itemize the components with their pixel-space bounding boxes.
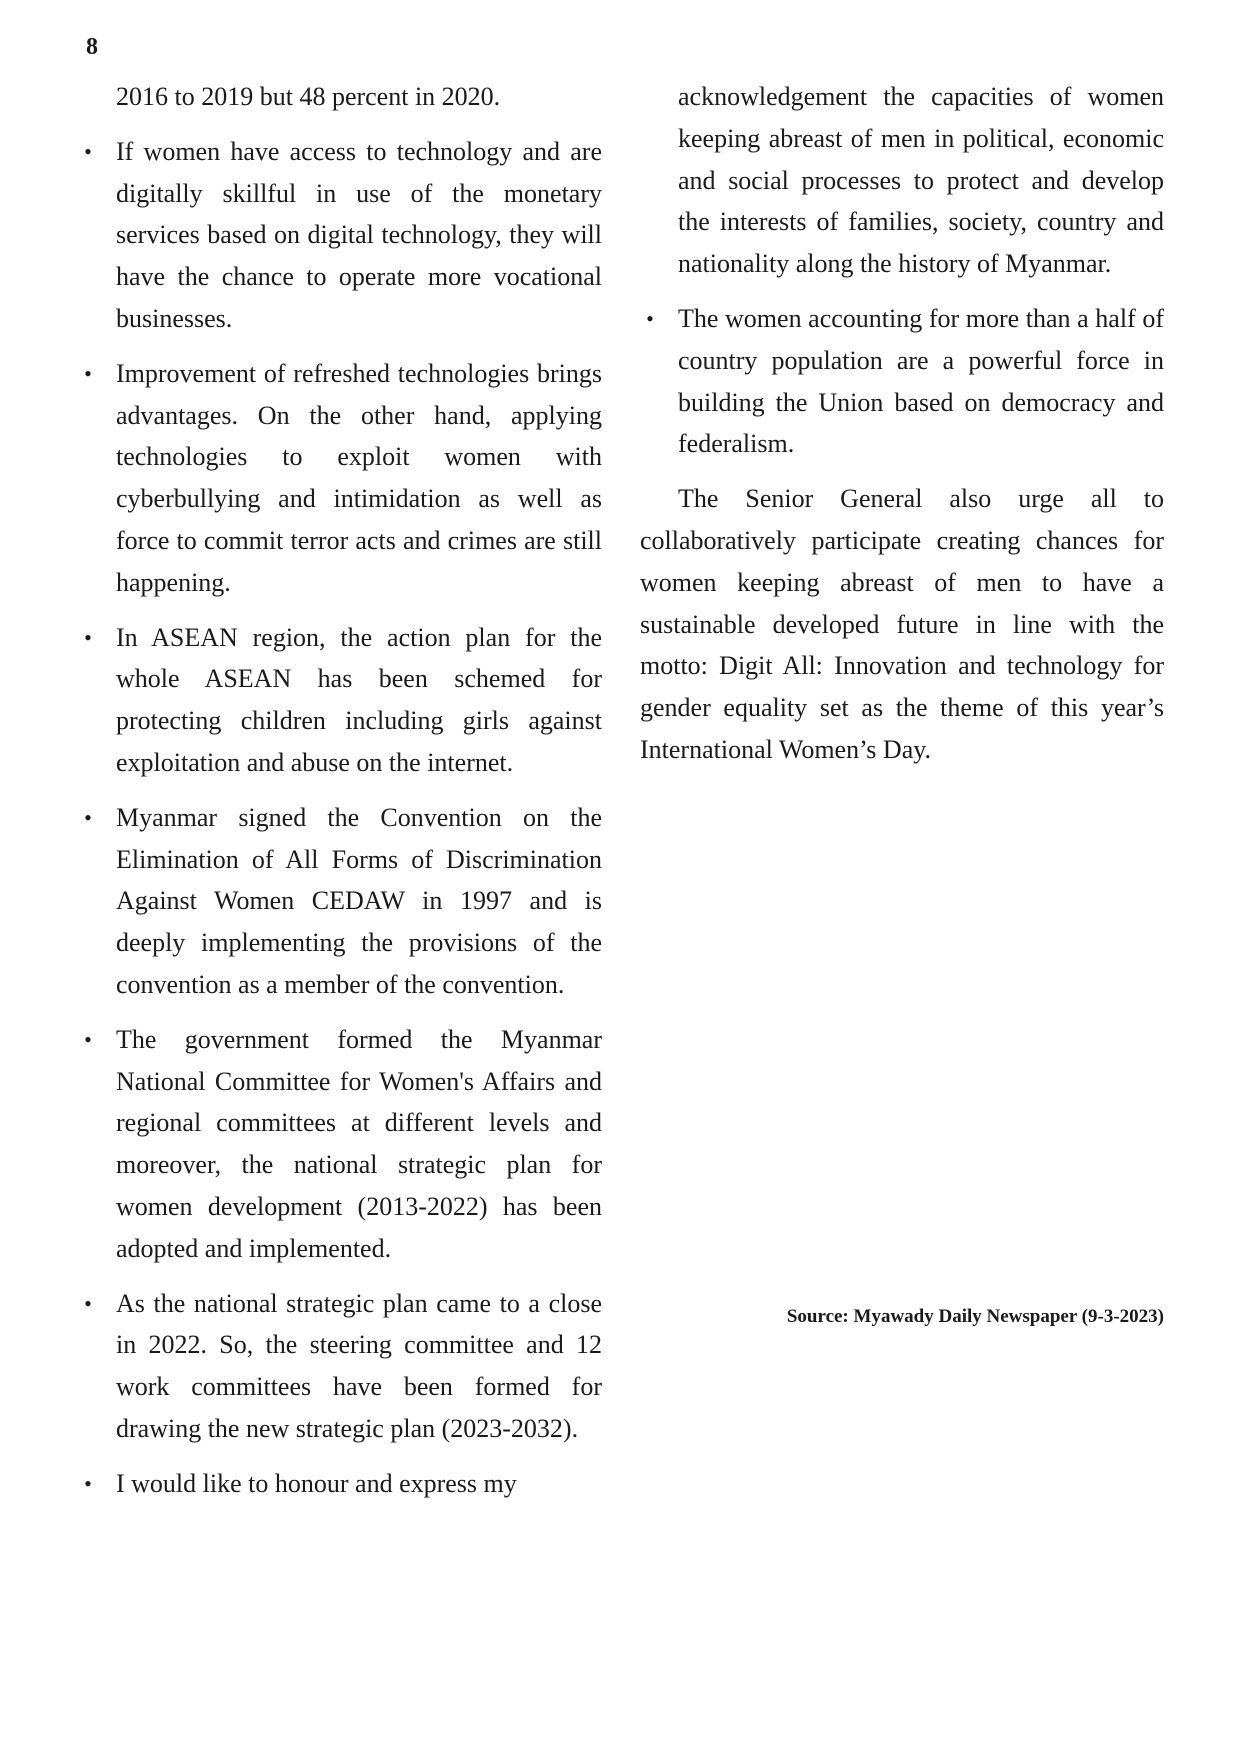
right-bullet-list — [640, 76, 1164, 465]
bullet-item — [78, 1283, 602, 1450]
bullet-dot-icon: • — [84, 360, 92, 386]
bullet-text: Improvement of refreshed technologies brings advantages. On the other hand, applying technologies to exploit women with cyberbullying and intimidation as well as force to commit terror acts and crimes are still happening. — [116, 358, 602, 597]
page-number: 8 — [86, 34, 98, 60]
closing-paragraph: The Senior General also urge all to collaboratively participate creating chances for women keeping abreast of men to have a sustainable developed future in line with the motto: Digit All: Innovation and technology for gender equality set as the theme of this year’s International Women’s Day. — [640, 484, 1164, 764]
left-bullet-list — [78, 76, 602, 1505]
bullet-item — [78, 1019, 602, 1270]
bullet-text: I would like to honour and express my — [116, 1468, 517, 1498]
bullet-dot-icon: • — [84, 1026, 92, 1052]
bullet-dot-icon: • — [646, 305, 654, 331]
bullet-text: The women accounting for more than a half of country population are a powerful force in building the Union based on democracy and federalism. — [678, 303, 1164, 459]
bullet-dot-icon: • — [84, 1470, 92, 1496]
bullet-dot-icon: • — [84, 804, 92, 830]
right-column — [640, 76, 1164, 771]
bullet-text: 2016 to 2019 but 48 percent in 2020. — [116, 82, 501, 111]
bullet-dot-icon: • — [84, 624, 92, 650]
bullet-text: The government formed the Myanmar National Committee for Women's Affairs and regional committees at different levels and moreover, the national strategic plan for women development (2013-2022) has been adopted and implemented. — [116, 1024, 602, 1263]
bullet-item — [78, 131, 602, 340]
bullet-text: Myanmar signed the Convention on the Elimination of All Forms of Discrimination Against Women CEDAW in 1997 and is deeply implementing the provisions of the convention as a member of the convention. — [116, 802, 602, 999]
bullet-continuation — [640, 76, 1164, 285]
bullet-item — [640, 298, 1164, 465]
bullet-text: acknowledgement the capacities of women keeping abreast of men in political, economic and social processes to protect and develop the interests of families, society, country and nationality along the history of Myanmar. — [678, 82, 1164, 279]
bullet-continuation — [78, 76, 602, 118]
bullet-dot-icon: • — [84, 138, 92, 164]
bullet-item — [78, 353, 602, 604]
bullet-text: In ASEAN region, the action plan for the whole ASEAN has been schemed for protecting children including girls against exploitation and abuse on the internet. — [116, 622, 602, 777]
bullet-item — [78, 797, 602, 1006]
bullet-item — [78, 617, 602, 784]
bullet-item — [78, 1463, 602, 1505]
source-citation: Source: Myawady Daily Newspaper (9-3-2023) — [786, 1306, 1164, 1327]
left-column — [78, 76, 602, 1518]
bullet-text: If women have access to technology and are digitally skillful in use of the monetary services based on digital technology, they will have the chance to operate more vocational businesses. — [116, 136, 602, 333]
bullet-dot-icon: • — [84, 1290, 92, 1316]
bullet-text: As the national strategic plan came to a close in 2022. So, the steering committee and 12 work committees have been formed for drawing the new strategic plan (2023-2032). — [116, 1288, 602, 1443]
